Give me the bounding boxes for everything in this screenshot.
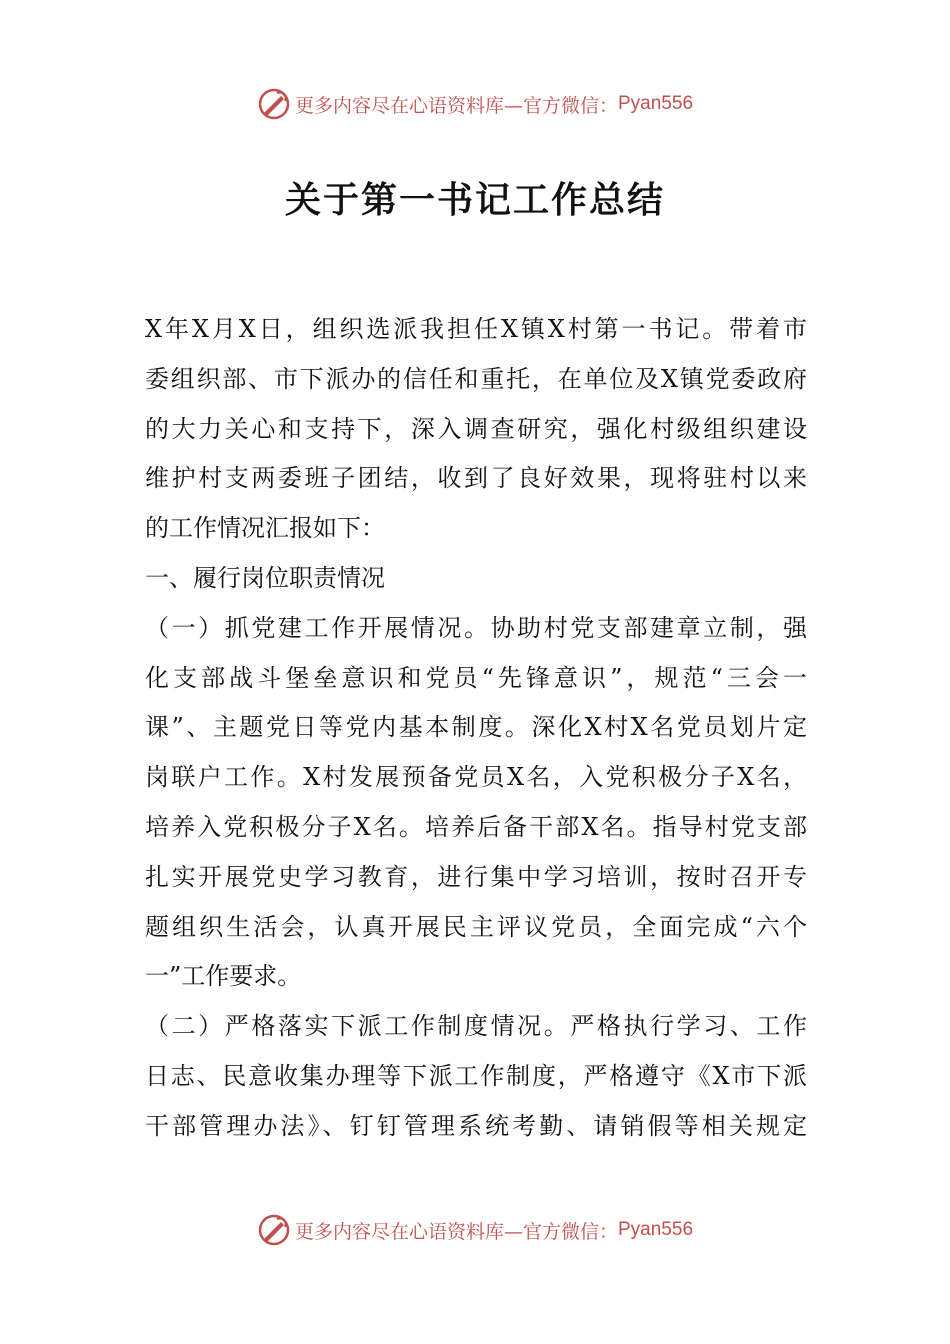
- body-line: 培养入党积极分子X名。培养后备干部X名。指导村党支部: [145, 812, 807, 841]
- header-watermark-banner: [0, 84, 950, 124]
- body-line: 的工作情况汇报如下：: [145, 514, 385, 543]
- body-line: 委组织部、市下派办的信任和重托，在单位及X镇党委政府: [145, 364, 807, 393]
- body-line: 一”工作要求。: [145, 962, 302, 991]
- document-body: [145, 305, 807, 1152]
- body-line: （一）抓党建工作开展情况。协助村党支部建章立制，强: [145, 613, 807, 642]
- banner-text: 更多内容尽在心语资料库—官方微信：: [294, 94, 618, 117]
- document-title: 关于第一书记工作总结: [284, 180, 665, 221]
- body-line: 的大力关心和支持下，深入调查研究，强化村级组织建设: [145, 414, 807, 443]
- banner-wechat-id: Pyan556: [618, 93, 694, 114]
- body-line: 题组织生活会，认真开展民主评议党员，全面完成“六个: [145, 912, 807, 941]
- body-line: 岗联户工作。X村发展预备党员X名，入党积极分子X名，: [145, 763, 807, 792]
- footer-watermark-banner: [0, 1210, 950, 1250]
- section-heading: 一、履行岗位职责情况: [145, 563, 385, 592]
- banner-wechat-id: Pyan556: [618, 1219, 694, 1240]
- body-line: （二）严格落实下派工作制度情况。严格执行学习、工作: [145, 1012, 807, 1041]
- pen-quill-logo-icon: [257, 1213, 291, 1247]
- body-line: 化支部战斗堡垒意识和党员“先锋意识”，规范“三会一: [145, 663, 807, 692]
- body-line: 课”、主题党日等党内基本制度。深化X村X名党员划片定: [145, 713, 807, 742]
- pen-quill-logo-icon: [257, 87, 291, 121]
- banner-text: 更多内容尽在心语资料库—官方微信：: [294, 1220, 618, 1243]
- body-line: 干部管理办法》、钉钉管理系统考勤、请销假等相关规定: [145, 1111, 807, 1140]
- body-line: 扎实开展党史学习教育，进行集中学习培训，按时召开专: [145, 862, 807, 891]
- body-line: X年X月X日，组织选派我担任X镇X村第一书记。带着市: [145, 315, 807, 343]
- body-line: 维护村支两委班子团结，收到了良好效果，现将驻村以来: [145, 464, 807, 493]
- body-line: 日志、民意收集办理等下派工作制度，严格遵守《X市下派: [145, 1061, 807, 1090]
